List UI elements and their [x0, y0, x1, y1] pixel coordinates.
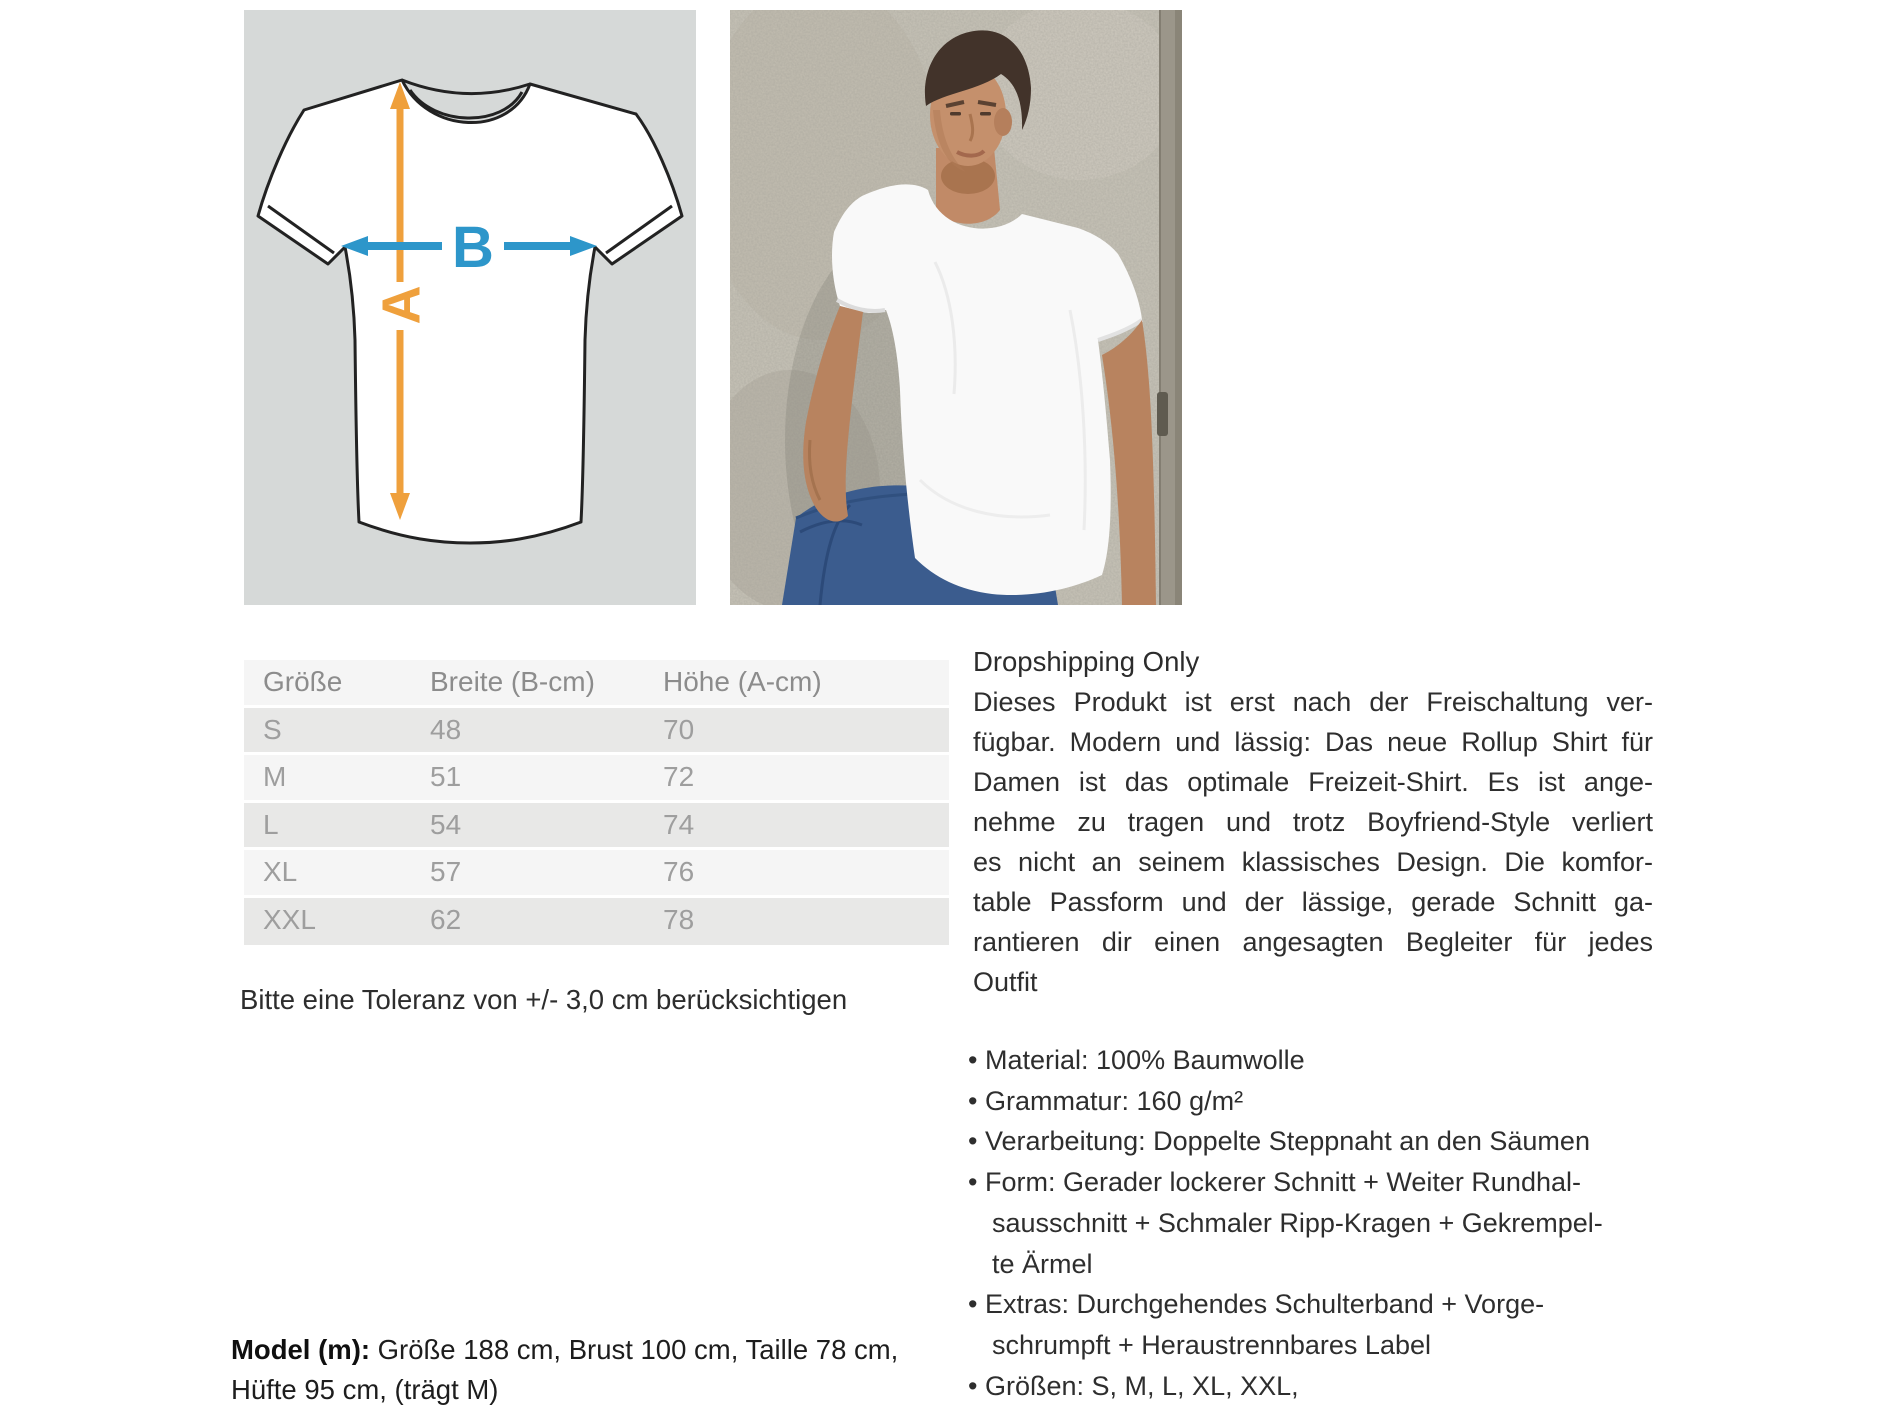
bullet — [975, 1325, 992, 1366]
product-photo-svg — [730, 10, 1182, 605]
cell-size: M — [263, 761, 287, 792]
cell-breite: 54 — [430, 808, 462, 840]
table-row — [244, 898, 949, 946]
feature-text: Verarbeitung: Doppelte Steppnaht an den Säumen — [985, 1126, 1590, 1157]
bullet: • — [968, 1045, 978, 1075]
feature-item-continuation — [968, 1244, 1653, 1285]
feature-item — [968, 1162, 1653, 1203]
feature-text: Extras: Durchgehendes Schulterband + Vorge- — [985, 1289, 1545, 1320]
bullet: • — [968, 1126, 978, 1157]
feature-text: Größen: S, M, L, XL, XXL, — [985, 1370, 1299, 1401]
cell-hoehe: 76 — [663, 856, 695, 887]
cell-size: S — [263, 713, 282, 745]
product-description — [968, 642, 1653, 1406]
cell-breite: 62 — [430, 903, 462, 935]
description-line: es nicht an seinem klassisches Design. Die komfor- — [973, 847, 1653, 877]
description-line: rantieren dir einen angesagten Begleiter für jedes — [973, 927, 1653, 957]
feature-text: sausschnitt + Schmaler Ripp-Kragen + Gekrempel- — [992, 1207, 1603, 1238]
table-row — [244, 850, 949, 898]
cell-size: XXL — [263, 903, 316, 935]
model-info-line1 — [231, 1330, 971, 1370]
model-measurements: Größe 188 cm, Brust 100 cm, Taille 78 cm, — [370, 1334, 899, 1365]
cell-size: L — [263, 808, 279, 840]
cell-breite: 51 — [430, 761, 462, 792]
model-info — [231, 1330, 971, 1410]
col-header-hoehe: Höhe (A-cm) — [663, 666, 822, 697]
ear — [994, 108, 1012, 136]
feature-text: Grammatur: 160 g/m² — [985, 1085, 1244, 1116]
table-row — [244, 708, 949, 756]
description-line: nehme zu tragen und trotz Boyfriend-Style verliert — [973, 807, 1653, 837]
bullet: • — [968, 1370, 978, 1401]
feature-item — [968, 1366, 1653, 1407]
cell-size: XL — [263, 856, 298, 887]
label-a: A — [371, 285, 432, 325]
cell-breite: 57 — [430, 856, 462, 887]
description-line: Damen ist das optimale Freizeit-Shirt. Es ist ange- — [973, 767, 1653, 797]
bullet: • — [968, 1167, 978, 1198]
bullet: • — [968, 1085, 978, 1116]
cell-hoehe: 72 — [663, 761, 695, 792]
model-label: Model (m): — [231, 1334, 371, 1365]
product-photo — [730, 10, 1182, 605]
col-header-groesse: Größe — [263, 666, 343, 697]
tshirt-diagram-svg — [244, 10, 696, 605]
col-header-breite: Breite (B-cm) — [430, 666, 595, 697]
table-row — [244, 803, 949, 851]
feature-list — [968, 1040, 1653, 1406]
label-b: B — [452, 214, 494, 280]
cell-hoehe: 70 — [663, 713, 695, 745]
feature-item — [968, 1121, 1653, 1162]
left-eye — [950, 112, 961, 116]
feature-text: schrumpft + Heraustrennbares Label — [992, 1329, 1431, 1360]
description-line: Dieses Produkt ist erst nach der Freischaltung ver- — [973, 687, 1653, 717]
cell-hoehe: 78 — [663, 903, 695, 935]
feature-text: Form: Gerader lockerer Schnitt + Weiter Rundhal- — [985, 1167, 1581, 1198]
model-info-line2: Hüfte 95 cm, (trägt M) — [231, 1374, 499, 1405]
feature-text: te Ärmel — [992, 1248, 1093, 1279]
bullet — [975, 1244, 992, 1285]
feature-item-continuation — [968, 1203, 1653, 1244]
description-title: Dropshipping Only — [973, 646, 1200, 677]
tolerance-note: Bitte eine Toleranz von +/- 3,0 cm berücksichtigen — [240, 984, 848, 1015]
feature-item — [968, 1081, 1653, 1122]
bullet: • — [968, 1289, 978, 1320]
size-table — [244, 660, 949, 945]
feature-item — [968, 1284, 1653, 1325]
description-line: fügbar. Modern und lässig: Das neue Rollup Shirt für — [973, 727, 1653, 757]
table-row — [244, 755, 949, 803]
feature-item-continuation — [968, 1325, 1653, 1366]
feature-item — [968, 1040, 1653, 1081]
right-eye — [980, 112, 991, 116]
tshirt-measurement-diagram — [244, 10, 696, 605]
bullet — [975, 1203, 992, 1244]
size-table-header — [244, 660, 949, 708]
cell-breite: 48 — [430, 713, 462, 745]
cell-hoehe: 74 — [663, 808, 695, 840]
description-line: Outfit — [973, 967, 1038, 997]
wall-fixture — [1157, 392, 1168, 436]
feature-text: Material: 100% Baumwolle — [985, 1045, 1305, 1075]
description-line: table Passform und der lässige, gerade Schnitt ga- — [973, 887, 1653, 917]
